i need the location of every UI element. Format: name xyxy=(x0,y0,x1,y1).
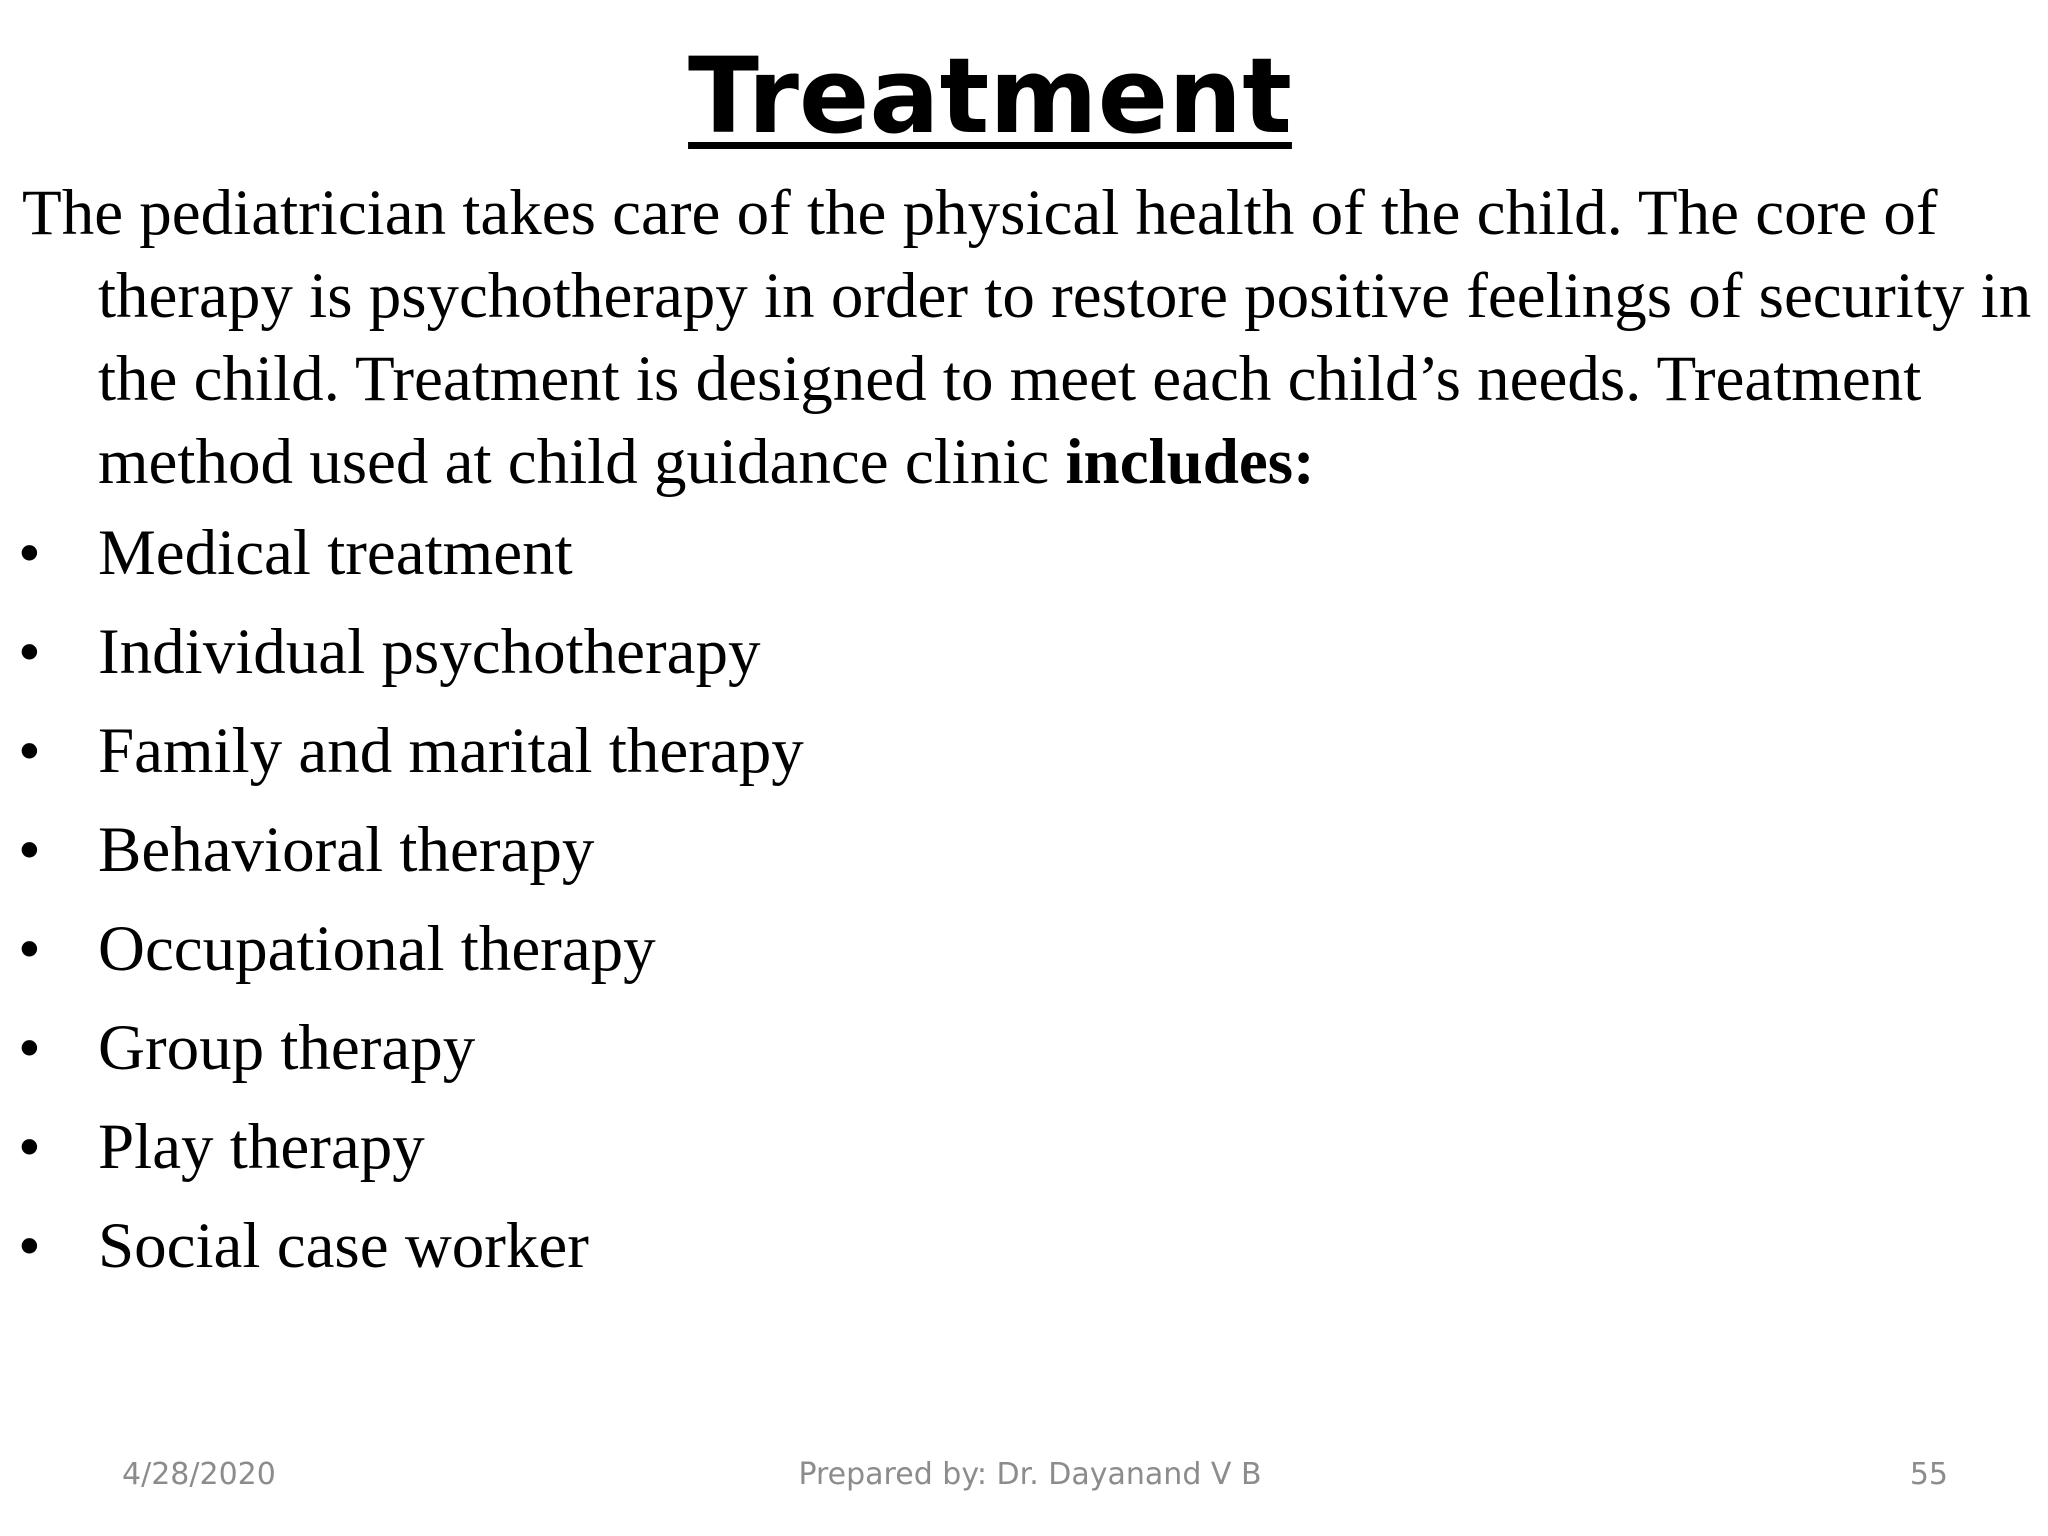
footer-page-number: 55 xyxy=(1909,1457,1948,1492)
list-item xyxy=(18,611,804,710)
list-item-text: Medical treatment xyxy=(98,517,573,589)
intro-paragraph xyxy=(22,172,2042,504)
list-item xyxy=(18,1007,804,1106)
list-item xyxy=(18,710,804,809)
list-item xyxy=(18,1205,804,1304)
list-item-text: Family and marital therapy xyxy=(98,715,804,787)
list-item-text: Group therapy xyxy=(98,1012,476,1084)
list-item-text: Behavioral therapy xyxy=(98,814,595,886)
list-item-text: Social case worker xyxy=(98,1210,589,1282)
list-item-text: Individual psychotherapy xyxy=(98,616,761,688)
footer-author: Prepared by: Dr. Dayanand V B xyxy=(798,1457,1262,1492)
list-item-text: Play therapy xyxy=(98,1111,425,1183)
intro-bold-text: includes: xyxy=(1065,426,1315,498)
list-item-text: Occupational therapy xyxy=(98,913,656,985)
slide-title-text: Treatment xyxy=(688,35,1292,157)
footer-date: 4/28/2020 xyxy=(122,1457,276,1492)
list-item xyxy=(18,908,804,1007)
bullet-icon: • xyxy=(18,814,41,886)
treatment-list xyxy=(18,512,804,1304)
slide-title xyxy=(0,34,1980,159)
bullet-icon: • xyxy=(18,913,41,985)
intro-text: The pediatrician takes care of the physical health of the child. The core of therapy is psychotherapy in order to restore positive feelings of security in the child. Treatment is designed to meet each child’s needs. Treatment method used at child guidance clinic xyxy=(22,177,2032,498)
bullet-icon: • xyxy=(18,1111,41,1183)
bullet-icon: • xyxy=(18,1012,41,1084)
bullet-icon: • xyxy=(18,616,41,688)
bullet-icon: • xyxy=(18,1210,41,1282)
bullet-icon: • xyxy=(18,517,41,589)
list-item xyxy=(18,1106,804,1205)
bullet-icon: • xyxy=(18,715,41,787)
list-item xyxy=(18,512,804,611)
list-item xyxy=(18,809,804,908)
